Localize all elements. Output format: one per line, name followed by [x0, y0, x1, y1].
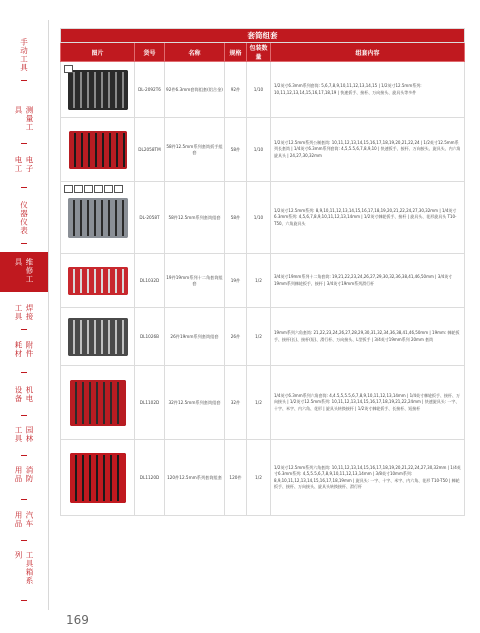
set-content: 1/2英寸12.5mm系列公制套筒: 10,11,12,13,14,15,16,17,18,19,20,21,22,24 | 1/2英寸12.5mm系列长套筒 | 1/4英寸6.3mm系列套筒: 4,5,5.5,6,7,8,9,10 | 快速扳手、接杆、万向接头、旋具头、内六角旋具头 | 24,27,30,32mm — [271, 118, 465, 182]
product-name: 32件12.5mm系列套筒组套 — [165, 366, 225, 440]
sidebar-tab-label: 手动工具 — [19, 38, 29, 72]
feature-icon — [64, 185, 73, 193]
sidebar-tab[interactable] — [0, 252, 48, 292]
product-code: DL1026B — [135, 308, 165, 366]
sidebar-tab-label: 测量工具 — [14, 106, 34, 132]
pack-qty: 1/10 — [247, 118, 271, 182]
sidebar-tab-label: 汽车用品 — [14, 511, 34, 528]
header-image: 图片 — [61, 43, 135, 62]
product-image-cell — [61, 62, 135, 118]
sidebar-tab-label: 机电设备 — [14, 386, 34, 403]
product-name: 58件12.5mm系列套筒扳手组套 — [165, 118, 225, 182]
sidebar-tab[interactable] — [0, 420, 48, 456]
product-code: DL2058TM — [135, 118, 165, 182]
pack-qty: 1/10 — [247, 62, 271, 118]
product-name: 58件12.5mm系列套筒组套 — [165, 182, 225, 254]
product-code: DL1102D — [135, 366, 165, 440]
header-spec: 规格 — [225, 43, 247, 62]
product-spec: 92件 — [225, 62, 247, 118]
set-content: 19mm系列六角套筒: 21,22,23,24,26,27,28,29,30,31,32,34,36,38,41,46,50mm | 19mm: 棘轮扳手、接杆(长)、接杆(短)、滑行杆、万向接头、L型扳手 | 3/4英寸19mm系列 20mm 套筒 — [271, 308, 465, 366]
product-spec: 26件 — [225, 308, 247, 366]
sidebar-tab-label: 工具箱系列 — [14, 551, 34, 585]
feature-icon — [74, 185, 83, 193]
sidebar-tab[interactable] — [0, 195, 48, 247]
feature-icon — [114, 185, 123, 193]
product-photo — [68, 70, 128, 110]
sidebar-tab-label: 园林工具 — [14, 426, 34, 443]
feature-icon — [84, 185, 93, 193]
product-image-cell — [61, 254, 135, 308]
product-name: 19件19mm系列十二角套筒组套 — [165, 254, 225, 308]
sidebar-tab[interactable] — [0, 545, 48, 601]
sidebar-tab-marker — [21, 499, 27, 500]
set-content: 1/2英寸12.5mm系列: 8,9,10,11,12,13,14,15,16,17,18,19,20,21,22,24,27,30,32mm | 1/4英寸6.3mm系列: 4,5,6,7,8,9,10,11,12,13,14mm | 1/2英寸棘轮扳手、接杆 | 旋具头、花形旋具头 T10-T50、六角旋具头 — [271, 182, 465, 254]
product-image-cell — [61, 366, 135, 440]
product-name: 120件12.5mm系列套筒组套 — [165, 440, 225, 516]
product-photo — [69, 131, 127, 169]
product-photo — [68, 267, 128, 295]
pack-qty: 1/2 — [247, 366, 271, 440]
product-photo — [68, 198, 128, 238]
sidebar-tab-label: 仪器仪表 — [19, 201, 29, 235]
sidebar-tab-marker — [21, 455, 27, 456]
table-title: 套筒组套 — [61, 29, 465, 43]
table-row — [61, 62, 465, 118]
sidebar-tab-label: 电子电工 — [14, 156, 34, 173]
socket-set-table — [60, 28, 465, 516]
sidebar-tab[interactable] — [0, 460, 48, 500]
product-name: 26件19mm系列套筒组套 — [165, 308, 225, 366]
sidebar-tab-label: 维修工具 — [14, 258, 34, 284]
set-content: 3/4英寸19mm系列十二角套筒: 19,21,22,23,24,26,27,29,30,32,36,38,41,46,50mm | 3/4英寸19mm系列棘轮扳手、接杆 | 3/4英寸19mm系列滑行杆 — [271, 254, 465, 308]
sidebar-tab[interactable] — [0, 298, 48, 330]
page-number: 169 — [66, 613, 89, 627]
product-photo — [70, 453, 126, 503]
product-name: 92件6.3mm套筒组套(铝合金) — [165, 62, 225, 118]
product-spec: 32件 — [225, 366, 247, 440]
header-qty: 包装数量 — [247, 43, 271, 62]
sidebar-tab-label: 焊接工具 — [14, 304, 34, 321]
sidebar-tab[interactable] — [0, 32, 48, 84]
product-photo — [68, 318, 128, 356]
product-code: DL1120D — [135, 440, 165, 516]
sidebar-tab[interactable] — [0, 335, 48, 373]
table-row — [61, 440, 465, 516]
set-content: 1/2英寸12.5mm系列六角套筒: 10,11,12,13,14,15,16,17,18,19,20,21,22,24,27,30,32mm | 1/4英寸6.3mm系列: 4,5,5.5,6,7,8,9,10,11,12,13,14mm | 3/8英寸10mm系列: 8,9,10,11,12,13,14,15,16,17,18,19mm | 旋具头: 一字、十字、米字、内六角、花形 T10-T50 | 棘轮扳手、接杆、万向接头、旋具头转换接杆、滑行杆 — [271, 440, 465, 516]
sidebar-tab-marker — [21, 540, 27, 541]
product-spec: 120件 — [225, 440, 247, 516]
sidebar-tab-label: 消防用品 — [14, 466, 34, 483]
product-spec: 58件 — [225, 118, 247, 182]
table-row — [61, 254, 465, 308]
product-spec: 58件 — [225, 182, 247, 254]
set-content: 1/2英寸6.3mm系列套筒: 5,6,7,8,9,10,11,12,13,14,15 | 1/2英寸12.5mm系列: 10,11,12,13,14,15,16,17,18,19 | 快速扳手、接杆、万向接头、旋具头等多件 — [271, 62, 465, 118]
pack-qty: 1/2 — [247, 254, 271, 308]
sidebar-tab-marker — [21, 80, 27, 81]
set-content: 1/4英寸6.3mm系列六角套筒: 4,4.5,5,5.5,6,7,8,9,10,11,12,13,14mm | 1/4英寸棘轮扳手、接杆、万向接头 | 1/2英寸12.5mm系列: 10,11,12,13,14,15,16,17,18,19,21,22,24mm | 快速旋具头: 一字、十字、米字、内六角、花形 | 旋具头转换接杆 | 1/2英寸棘轮扳手、长接杆、短接杆 — [271, 366, 465, 440]
product-image-cell — [61, 182, 135, 254]
pack-qty: 1/2 — [247, 308, 271, 366]
feature-icon — [94, 185, 103, 193]
product-image-cell — [61, 118, 135, 182]
sidebar-tab[interactable] — [0, 150, 48, 188]
pack-qty: 1/2 — [247, 440, 271, 516]
sidebar-tab-marker — [21, 143, 27, 144]
table-row — [61, 366, 465, 440]
sidebar-tab-marker — [21, 372, 27, 373]
header-name: 名称 — [165, 43, 225, 62]
sidebar-tab-marker — [21, 187, 27, 188]
sidebar-tab-marker — [21, 329, 27, 330]
product-image-cell — [61, 308, 135, 366]
category-sidebar — [0, 0, 48, 633]
sidebar-tab[interactable] — [0, 380, 48, 416]
feature-icons — [64, 65, 73, 73]
sidebar-tab[interactable] — [0, 100, 48, 144]
product-photo — [70, 380, 126, 426]
product-code: DL-2058T — [135, 182, 165, 254]
table-row — [61, 118, 465, 182]
product-code: DL-2092T6 — [135, 62, 165, 118]
sidebar-tab-marker — [21, 600, 27, 601]
product-code: DL1032D — [135, 254, 165, 308]
feature-icons — [64, 185, 123, 193]
sidebar-divider — [48, 20, 49, 610]
table-row — [61, 308, 465, 366]
header-code: 货号 — [135, 43, 165, 62]
feature-icon — [104, 185, 113, 193]
product-spec: 19件 — [225, 254, 247, 308]
sidebar-tab-marker — [21, 243, 27, 244]
header-content: 组套内容 — [271, 43, 465, 62]
feature-icon — [64, 65, 73, 73]
product-image-cell — [61, 440, 135, 516]
sidebar-tab[interactable] — [0, 505, 48, 541]
sidebar-tab-label: 附件耗材 — [14, 341, 34, 358]
pack-qty: 1/10 — [247, 182, 271, 254]
sidebar-tab-marker — [21, 415, 27, 416]
table-row — [61, 182, 465, 254]
